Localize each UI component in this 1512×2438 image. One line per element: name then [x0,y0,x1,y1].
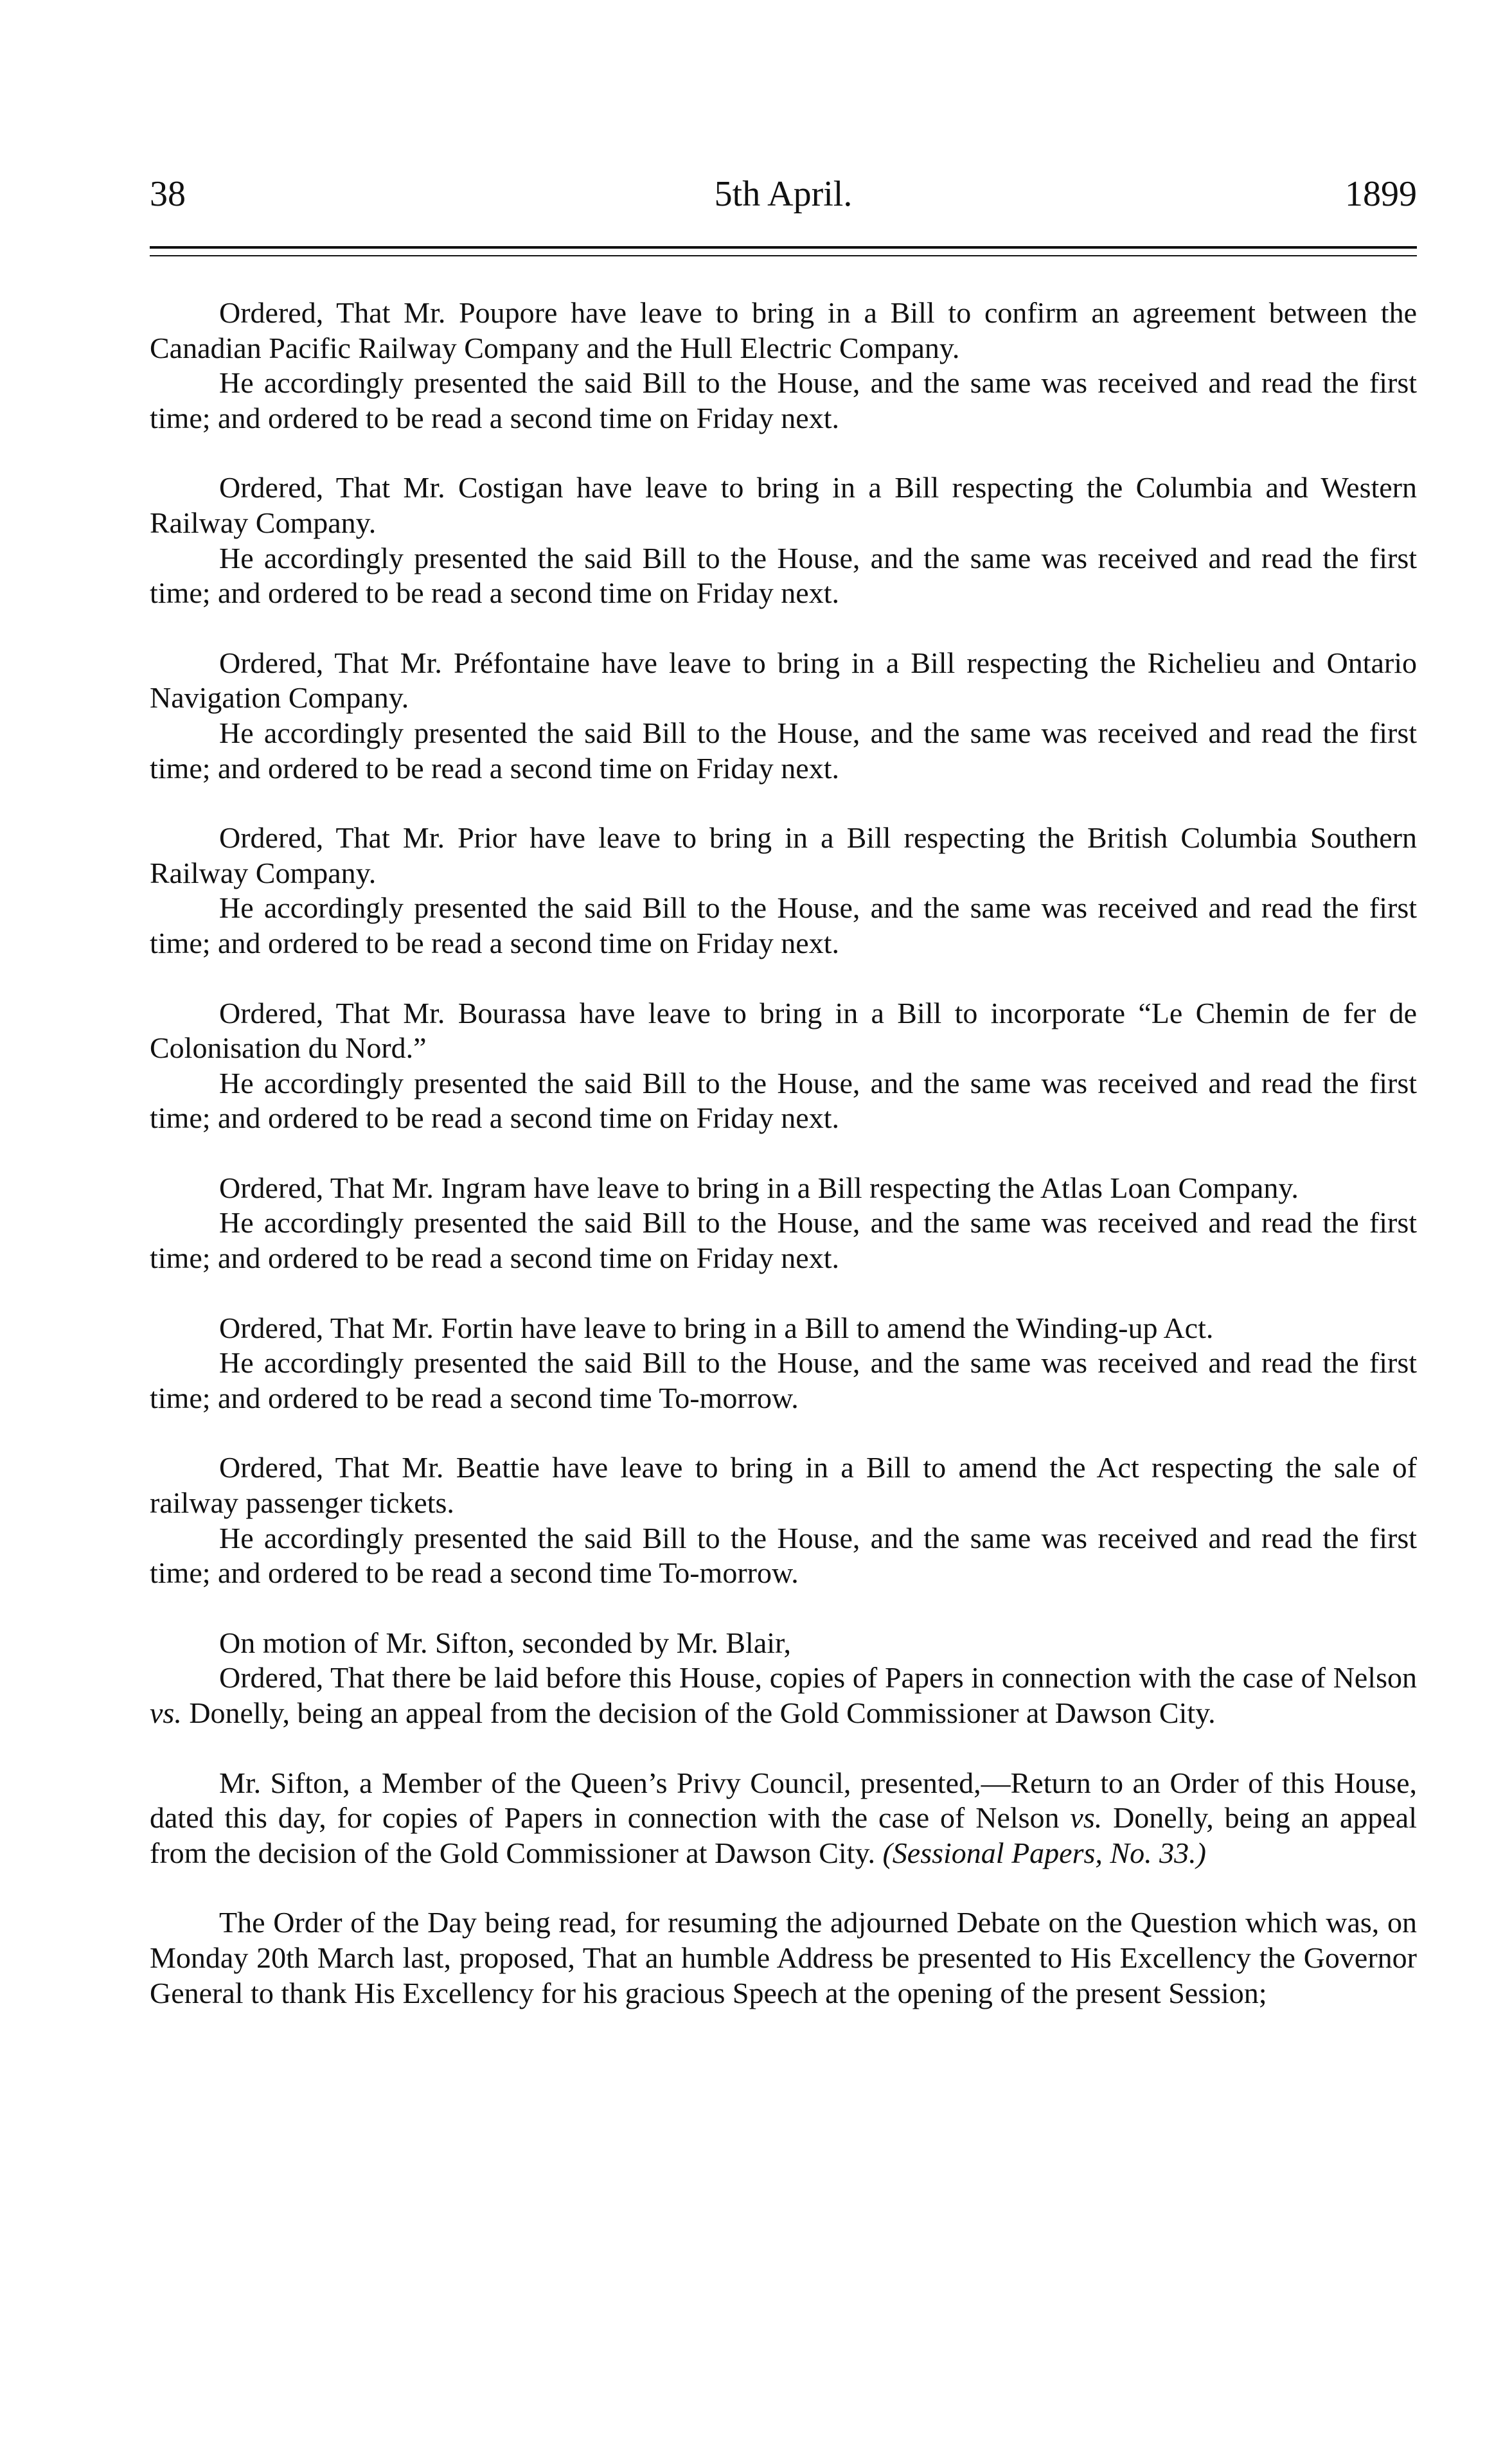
entry-order-of-day [150,1905,1417,2011]
order-paragraph: Ordered, That Mr. Préfontaine have leave to bring in a Bill respecting the Richelieu and Ontario Navigation Company. [150,646,1417,715]
return-text-b: Donelly, being an appeal from the decision of the Gold Commissioner at Dawson City. [150,1801,1417,1869]
entry-costigan [150,470,1417,610]
order-paragraph: Ordered, That Mr. Fortin have leave to bring in a Bill to amend the Winding-up Act. [219,1311,1214,1344]
entry-fortin [150,1311,1417,1416]
page-date: 5th April. [714,174,853,214]
entry-prior [150,821,1417,961]
presented-paragraph: He accordingly presented the said Bill to the House, and the same was received and read the first time; and ordered to be read a second time To-morrow. [150,1346,1417,1414]
motion-order-paragraph [150,1660,1417,1731]
motion-paragraph: On motion of Mr. Sifton, seconded by Mr. Blair, [219,1626,791,1659]
page-header [150,174,1417,225]
entry-sifton-motion [150,1626,1417,1731]
order-paragraph: Ordered, That Mr. Poupore have leave to bring in a Bill to confirm an agreement between the Canadian Pacific Railway Company and the Hull Electric Company. [150,296,1417,364]
header-rule-thick [150,246,1417,249]
entry-beattie [150,1450,1417,1590]
order-paragraph: Ordered, That Mr. Prior have leave to bring in a Bill respecting the British Columbia Southern Railway Company. [150,821,1417,889]
entry-poupore [150,296,1417,436]
return-vs: vs. [1070,1801,1103,1835]
motion-vs: vs. [150,1696,182,1729]
presented-paragraph: He accordingly presented the said Bill to the House, and the same was received and read the first time; and ordered to be read a second time To-morrow. [150,1521,1417,1590]
order-paragraph: Ordered, That Mr. Ingram have leave to bring in a Bill respecting the Atlas Loan Company. [219,1171,1299,1204]
header-rule-thin [150,255,1417,256]
presented-paragraph: He accordingly presented the said Bill to the House, and the same was received and read the first time; and ordered to be read a second time on Friday next. [150,1206,1417,1275]
presented-paragraph: He accordingly presented the said Bill to the House, and the same was received and read the first time; and ordered to be read a second time on Friday next. [150,366,1417,434]
order-of-day-paragraph: The Order of the Day being read, for resuming the adjourned Debate on the Question which was, on Monday 20th March last, proposed, That an humble Address be presented to His Excellency the Governor General to thank His Excellency for his gracious Speech at the opening of the present Session; [150,1906,1417,2009]
motion-text-a: Ordered, That there be laid before this House, copies of Papers in connection with the case of Nelson [219,1661,1417,1695]
return-text-a: Mr. Sifton, a Member of the Queen’s Privy Council, presented,—Return to an Order of this House, dated this day, for copies of Papers in connection with the case of Nelson [150,1766,1417,1835]
presented-paragraph: He accordingly presented the said Bill to the House, and the same was received and read the first time; and ordered to be read a second time on Friday next. [150,891,1417,959]
entry-ingram [150,1171,1417,1276]
presented-paragraph: He accordingly presented the said Bill to the House, and the same was received and read the first time; and ordered to be read a second time on Friday next. [150,541,1417,610]
journal-page [150,174,1417,2009]
entry-sifton-return [150,1766,1417,1871]
page-body [150,296,1417,2045]
return-paragraph [150,1766,1417,1871]
order-paragraph: Ordered, That Mr. Costigan have leave to bring in a Bill respecting the Columbia and Western Railway Company. [150,471,1417,539]
presented-paragraph: He accordingly presented the said Bill to the House, and the same was received and read the first time; and ordered to be read a second time on Friday next. [150,716,1417,785]
motion-text-b: Donelly, being an appeal from the decision of the Gold Commissioner at Dawson City. [181,1696,1216,1729]
order-paragraph: Ordered, That Mr. Beattie have leave to bring in a Bill to amend the Act respecting the sale of railway passenger tickets. [150,1451,1417,1520]
order-paragraph: Ordered, That Mr. Bourassa have leave to bring in a Bill to incorporate “Le Chemin de fer de Colonisation du Nord.” [150,996,1417,1065]
page-year: 1899 [1345,174,1417,214]
sessional-papers-ref: (Sessional Papers, No. 33.) [882,1836,1206,1869]
entry-bourassa [150,996,1417,1136]
page-number: 38 [150,174,186,214]
presented-paragraph: He accordingly presented the said Bill to the House, and the same was received and read the first time; and ordered to be read a second time on Friday next. [150,1066,1417,1135]
entry-prefontaine [150,646,1417,786]
